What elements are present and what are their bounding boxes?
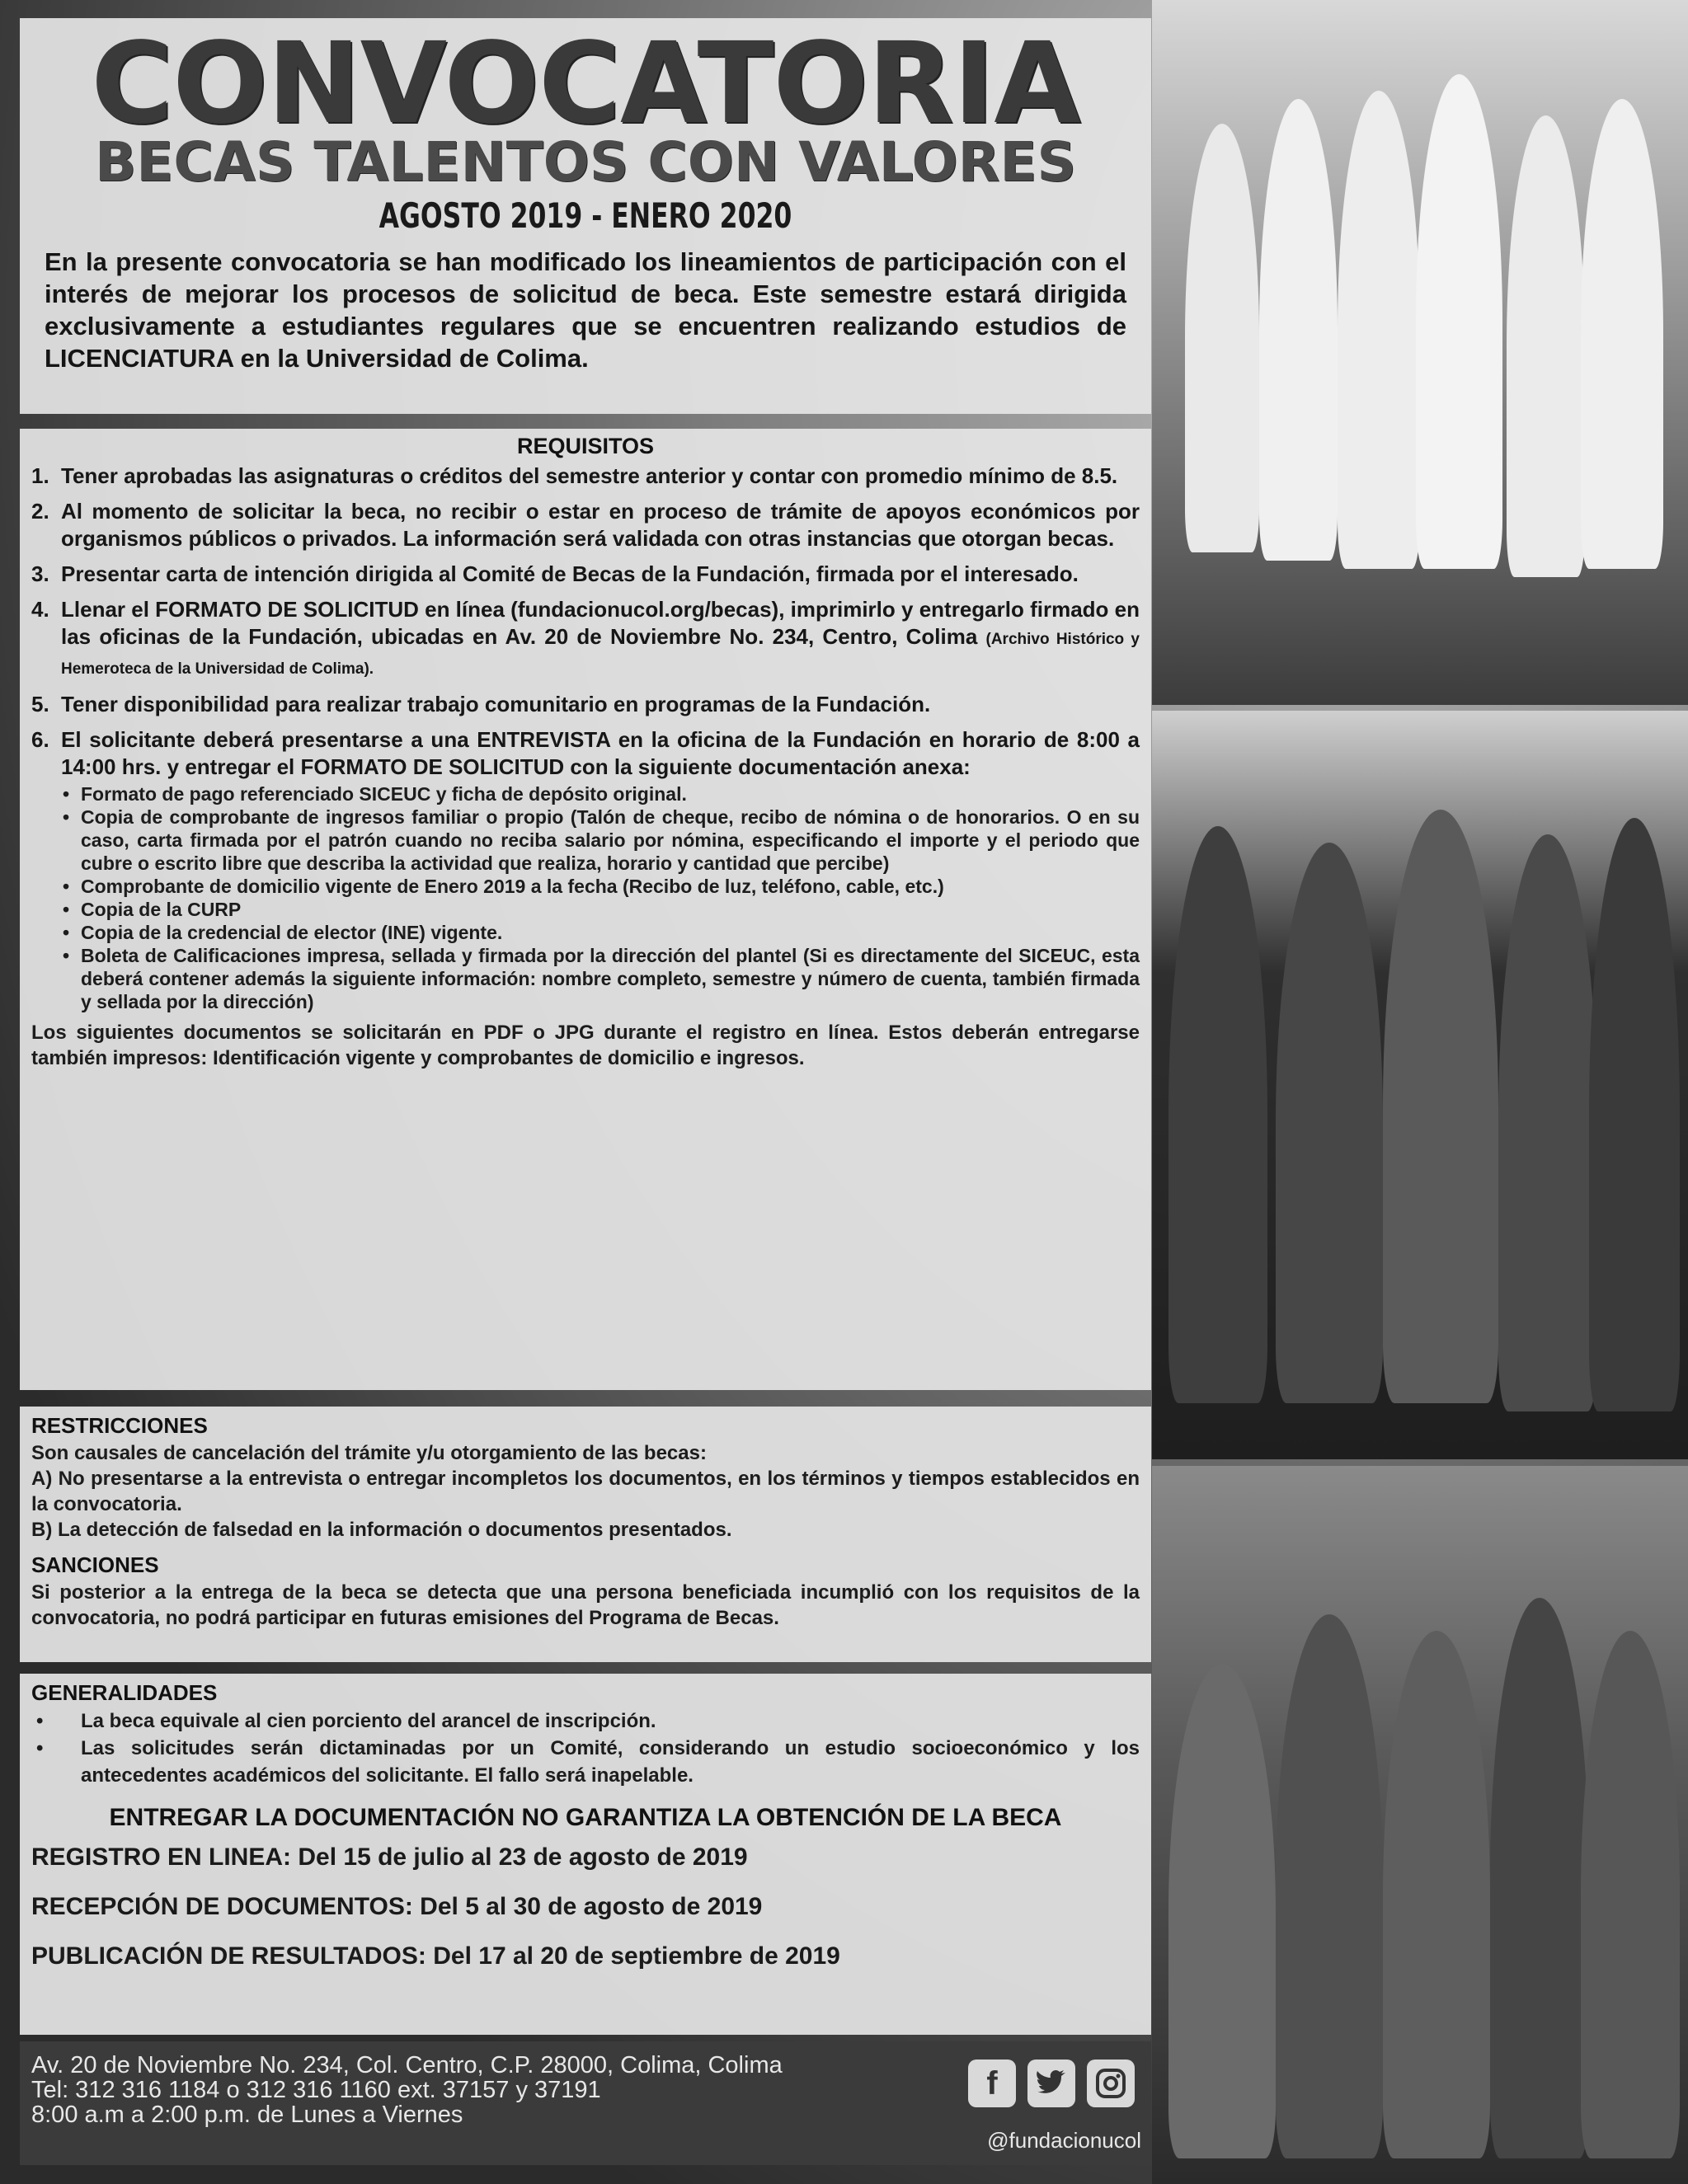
disclaimer: ENTREGAR LA DOCUMENTACIÓN NO GARANTIZA LA OBTENCIÓN DE LA BECA	[109, 1804, 1062, 1831]
restrictions-intro: Son causales de cancelación del trámite y/u otorgamiento de las becas:	[31, 1442, 707, 1464]
requirement-item	[31, 726, 1140, 781]
instagram-icon[interactable]	[1087, 2060, 1135, 2107]
date-row-publicacion	[31, 1942, 1140, 1970]
annex-item: • Copia de la CURP	[81, 898, 1140, 921]
restriction-b: B) La detección de falsedad en la información o documentos presentados.	[31, 1519, 732, 1541]
sanctions-heading: SANCIONES	[31, 1552, 159, 1577]
page-subtitle: BECAS TALENTOS CON VALORES	[94, 130, 1077, 194]
date-value: Del 15 de julio al 23 de agosto de 2019	[298, 1843, 748, 1871]
requirement-number: 1.	[31, 463, 49, 488]
annex-item: • Comprobante de domicilio vigente de Enero 2019 a la fecha (Recibo de luz, teléfono, cable, etc.)	[81, 875, 1140, 898]
intro-paragraph: En la presente convocatoria se han modificado los lineamientos de participación con el interés de mejorar los procesos de solicitud de beca. Este semestre estará dirigida exclusivamente a estudiantes regulares que se encuentren realizando estudios de LICENCIATURA en la Universidad de Colima.	[45, 247, 1126, 373]
requirement-item	[31, 498, 1140, 552]
restriction-a: A) No presentarse a la entrevista o entregar incompletos los documentos, en los términos y tiempos establecidos en la convocatoria.	[31, 1468, 1140, 1515]
requirement-number: 2.	[31, 499, 49, 524]
online-documents-note: Los siguientes documentos se solicitarán en PDF o JPG durante el registro en línea. Estos deberán entregarse también impresos: Identificación vigente y comprobantes de domicilio e ingresos.	[31, 1022, 1140, 1069]
annex-item: • Formato de pago referenciado SICEUC y ficha de depósito original.	[81, 782, 1140, 805]
requirement-item	[31, 561, 1140, 588]
footer-phone: Tel: 312 316 1184 o 312 316 1160 ext. 37157 y 37191	[31, 2077, 601, 2103]
annex-item: • Boleta de Calificaciones impresa, sellada y firmada por la dirección del plantel (Si es directamente del SICEUC, esta deberá contener además la siguiente información: nombre completo, semestre y número de cuenta, también firmada y sellada por la dirección)	[81, 944, 1140, 1013]
requirement-number: 3.	[31, 561, 49, 586]
page-title: CONVOCATORIA	[91, 19, 1080, 149]
requirement-text: El solicitante deberá presentarse a una ENTREVISTA en la oficina de la Fundación en horario de 8:00 a 14:00 hrs. y entregar el FORMATO DE SOLICITUD con la siguiente documentación anexa:	[61, 727, 1140, 779]
period-label: AGOSTO 2019 - ENERO 2020	[379, 195, 792, 236]
requirement-item	[31, 463, 1140, 490]
footer	[20, 2041, 1151, 2165]
header-panel	[20, 18, 1151, 414]
sanctions-text: Si posterior a la entrega de la beca se detecta que una persona beneficiada incumplió con los requisitos de la convocatoria, no podrá participar en futuras emisiones del Programa de Becas.	[31, 1581, 1140, 1629]
social-handle[interactable]: @fundacionucol	[987, 2128, 1141, 2153]
general-panel	[20, 1674, 1151, 2035]
general-heading: GENERALIDADES	[31, 1680, 218, 1705]
general-list	[31, 1707, 1140, 1789]
general-item: • Las solicitudes serán dictaminadas por un Comité, considerando un estudio socioeconómico y los antecedentes académicos del solicitante. El fallo será inapelable.	[81, 1735, 1140, 1789]
twitter-icon[interactable]	[1027, 2060, 1075, 2107]
date-value: Del 5 al 30 de agosto de 2019	[420, 1893, 763, 1920]
date-label: PUBLICACIÓN DE RESULTADOS:	[31, 1942, 426, 1970]
photo-students-group-outdoor	[1152, 1466, 1688, 2184]
restrictions-panel	[20, 1407, 1151, 1662]
general-item: • La beca equivale al cien porciento del arancel de inscripción.	[81, 1707, 1140, 1735]
requirement-item	[31, 596, 1140, 683]
date-value: Del 17 al 20 de septiembre de 2019	[433, 1942, 840, 1970]
facebook-icon[interactable]: f	[968, 2060, 1016, 2107]
photo-students-white-uniforms	[1152, 0, 1688, 705]
requirement-text: Tener disponibilidad para realizar trabajo comunitario en programas de la Fundación.	[61, 692, 931, 716]
requirement-number: 6.	[31, 727, 49, 752]
requirement-text: Al momento de solicitar la beca, no recibir o estar en proceso de trámite de apoyos económicos por organismos públicos o privados. La información será validada con otras instancias que otorgan becas.	[61, 499, 1140, 551]
requirements-heading: REQUISITOS	[516, 434, 655, 458]
social-links	[960, 2060, 1141, 2158]
footer-hours: 8:00 a.m a 2:00 p.m. de Lunes a Viernes	[31, 2102, 463, 2128]
annex-item: • Copia de la credencial de elector (INE) vigente.	[81, 921, 1140, 944]
requirement-text: Llenar el FORMATO DE SOLICITUD en línea (fundacionucol.org/becas), imprimirlo y entregarlo firmado en las oficinas de la Fundación, ubicadas en Av. 20 de Noviembre No. 234, Centro, Colima	[61, 597, 1140, 649]
date-row-recepcion	[31, 1893, 1140, 1921]
requirements-list	[31, 463, 1140, 781]
date-row-registro	[31, 1843, 1140, 1872]
photo-students-group-hallway	[1152, 711, 1688, 1459]
annex-item: • Copia de comprobante de ingresos familiar o propio (Talón de cheque, recibo de nómina o de honorarios. O en su caso, carta firmada por el patrón cuando no reciba salario por nómina, especificando el importe y el periodo que cubre o escrito libre que describa la actividad que realiza, horario y cantidad que percibe)	[81, 805, 1140, 875]
requirement-number: 4.	[31, 597, 49, 622]
annex-documents-list	[31, 782, 1140, 1013]
requirement-item	[31, 691, 1140, 718]
requirement-note: (Archivo Histórico y Hemeroteca de la Universidad de Colima).	[61, 631, 1140, 678]
footer-address: Av. 20 de Noviembre No. 234, Col. Centro, C.P. 28000, Colima, Colima	[31, 2052, 783, 2078]
requirement-text: Presentar carta de intención dirigida al Comité de Becas de la Fundación, firmada por el interesado.	[61, 561, 1079, 586]
requirements-panel	[20, 429, 1151, 1390]
date-label: RECEPCIÓN DE DOCUMENTOS:	[31, 1893, 413, 1920]
requirement-number: 5.	[31, 692, 49, 716]
restrictions-heading: RESTRICCIONES	[31, 1413, 208, 1438]
date-label: REGISTRO EN LINEA:	[31, 1843, 292, 1871]
requirement-text: Tener aprobadas las asignaturas o créditos del semestre anterior y contar con promedio mínimo de 8.5.	[61, 463, 1118, 488]
